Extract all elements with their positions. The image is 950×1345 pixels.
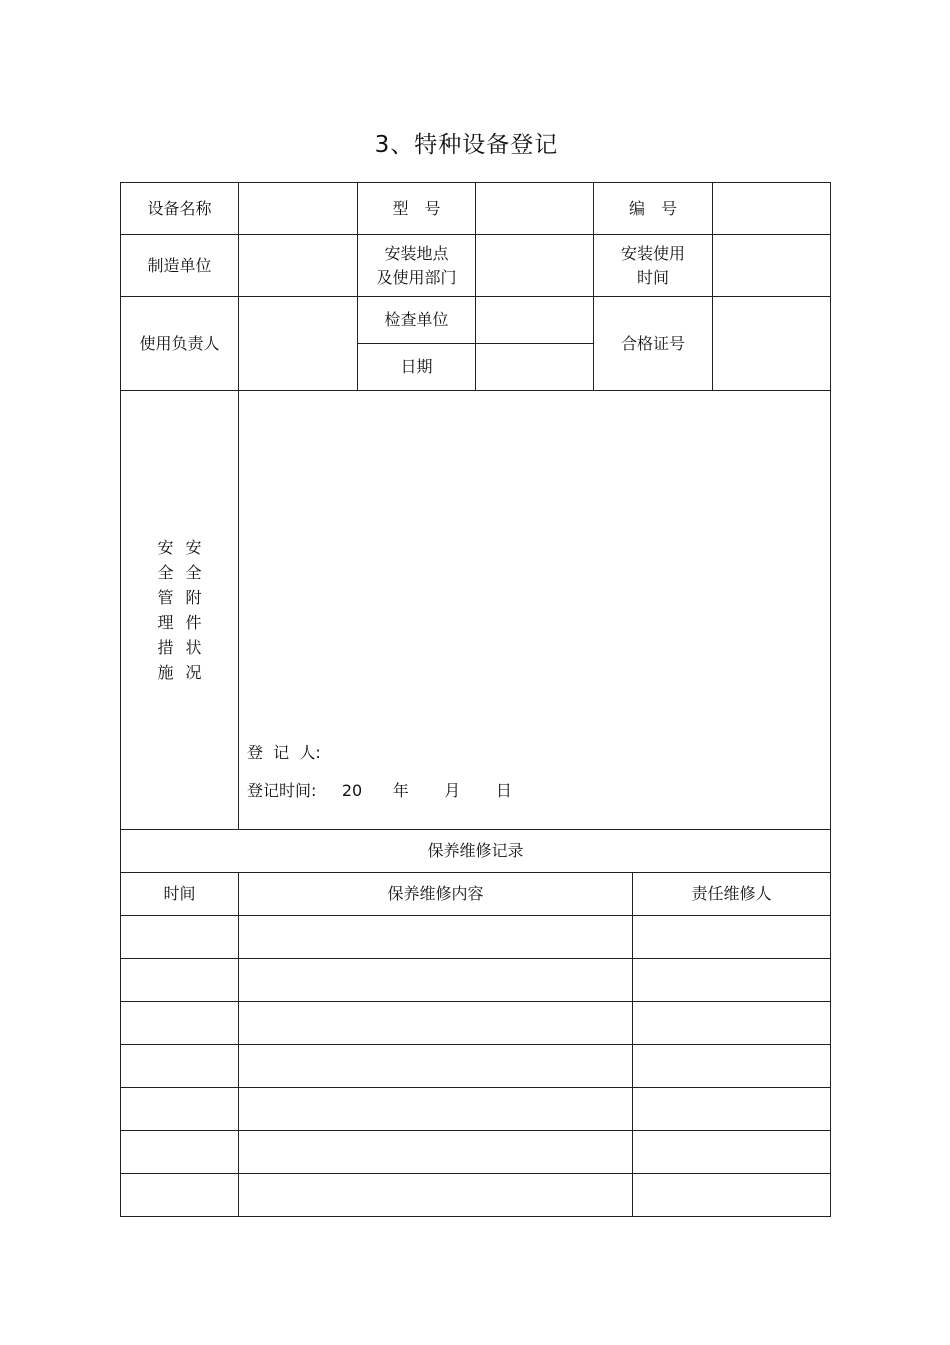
label-serial-no: 编 号 bbox=[594, 183, 713, 235]
safety-measures-char: 管 bbox=[157, 588, 174, 607]
equipment-info-table bbox=[120, 182, 831, 830]
install-time-field[interactable] bbox=[713, 235, 831, 297]
content-cell[interactable] bbox=[239, 1131, 633, 1174]
content-cell[interactable] bbox=[239, 1045, 633, 1088]
inspection-unit-field[interactable] bbox=[476, 297, 594, 344]
safety-attachments-column bbox=[186, 535, 202, 685]
safety-attachments-char: 全 bbox=[185, 563, 202, 582]
safety-attachments-char: 安 bbox=[185, 538, 202, 557]
safety-measures-char: 全 bbox=[157, 563, 174, 582]
repairer-cell[interactable] bbox=[633, 1131, 831, 1174]
time-cell[interactable] bbox=[121, 916, 239, 959]
model-field[interactable] bbox=[476, 183, 594, 235]
column-header-time: 时间 bbox=[121, 873, 239, 916]
manufacturer-field[interactable] bbox=[239, 235, 358, 297]
safety-measures-char: 施 bbox=[157, 663, 174, 682]
equipment-name-field[interactable] bbox=[239, 183, 358, 235]
certificate-no-field[interactable] bbox=[713, 297, 831, 391]
serial-no-field[interactable] bbox=[713, 183, 831, 235]
repairer-cell[interactable] bbox=[633, 1088, 831, 1131]
responsible-person-field[interactable] bbox=[239, 297, 358, 391]
safety-measures-char: 措 bbox=[157, 638, 174, 657]
safety-attachments-char: 件 bbox=[185, 613, 202, 632]
label-install-location-line2: 及使用部门 bbox=[376, 267, 457, 287]
table-row bbox=[121, 1131, 831, 1174]
label-install-location-line1: 安装地点 bbox=[384, 243, 449, 263]
time-cell[interactable] bbox=[121, 1174, 239, 1217]
table-row bbox=[121, 916, 831, 959]
content-cell[interactable] bbox=[239, 1088, 633, 1131]
label-equipment-name: 设备名称 bbox=[121, 183, 239, 235]
content-cell[interactable] bbox=[239, 959, 633, 1002]
time-cell[interactable] bbox=[121, 1131, 239, 1174]
time-cell[interactable] bbox=[121, 1045, 239, 1088]
repairer-cell[interactable] bbox=[633, 1002, 831, 1045]
label-install-time-line2: 时间 bbox=[636, 267, 669, 287]
label-responsible-person: 使用负责人 bbox=[121, 297, 239, 391]
label-install-time-line1: 安装使用 bbox=[620, 243, 685, 263]
time-cell[interactable] bbox=[121, 1088, 239, 1131]
table-row bbox=[121, 1002, 831, 1045]
repairer-cell[interactable] bbox=[633, 916, 831, 959]
repairer-cell[interactable] bbox=[633, 1045, 831, 1088]
label-safety-measures bbox=[121, 391, 239, 830]
time-cell[interactable] bbox=[121, 1002, 239, 1045]
date-field[interactable] bbox=[476, 344, 594, 391]
table-row bbox=[121, 1174, 831, 1217]
table-row bbox=[121, 1088, 831, 1131]
table-row bbox=[121, 1045, 831, 1088]
page-title: 3、特种设备登记 bbox=[374, 132, 559, 158]
maintenance-record-table bbox=[120, 829, 831, 1217]
label-model: 型 号 bbox=[358, 183, 476, 235]
column-header-repairer: 责任维修人 bbox=[633, 873, 831, 916]
repairer-cell[interactable] bbox=[633, 1174, 831, 1217]
label-certificate-no: 合格证号 bbox=[594, 297, 713, 391]
label-date: 日期 bbox=[358, 344, 476, 391]
time-cell[interactable] bbox=[121, 959, 239, 1002]
content-cell[interactable] bbox=[239, 1002, 633, 1045]
safety-content-area[interactable] bbox=[239, 391, 831, 830]
label-install-time bbox=[594, 235, 713, 297]
install-location-field[interactable] bbox=[476, 235, 594, 297]
safety-attachments-char: 况 bbox=[185, 663, 202, 682]
label-inspection-unit: 检查单位 bbox=[358, 297, 476, 344]
safety-attachments-char: 附 bbox=[185, 588, 202, 607]
safety-measures-char: 安 bbox=[157, 538, 174, 557]
registration-time-line: 登记时间: 20 年 月 日 bbox=[247, 781, 512, 800]
safety-attachments-char: 状 bbox=[185, 638, 202, 657]
safety-measures-char: 理 bbox=[157, 613, 174, 632]
table-row bbox=[121, 959, 831, 1002]
label-manufacturer: 制造单位 bbox=[121, 235, 239, 297]
content-cell[interactable] bbox=[239, 916, 633, 959]
column-header-content: 保养维修内容 bbox=[239, 873, 633, 916]
safety-measures-column bbox=[157, 535, 173, 685]
registrant-line: 登 记 人: bbox=[247, 743, 321, 762]
maintenance-heading: 保养维修记录 bbox=[121, 830, 831, 873]
label-install-location bbox=[358, 235, 476, 297]
repairer-cell[interactable] bbox=[633, 959, 831, 1002]
content-cell[interactable] bbox=[239, 1174, 633, 1217]
